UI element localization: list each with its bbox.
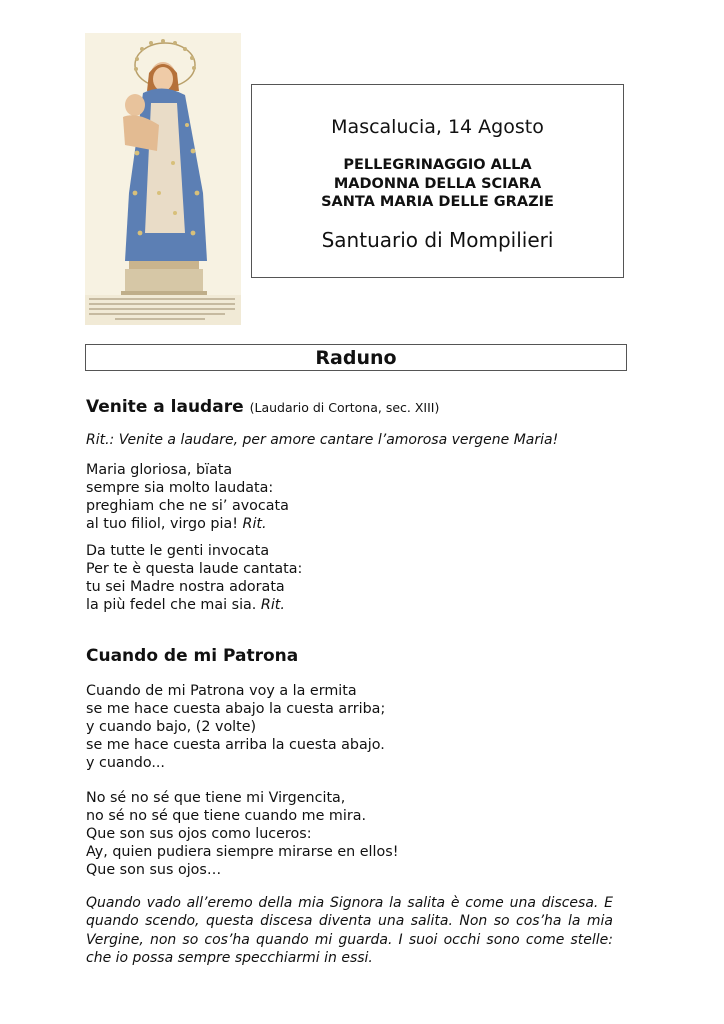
stanza-line: Ay, quien pudiera siempre mirarse en ellos! xyxy=(86,844,399,860)
event-title-line: PELLEGRINAGGIO ALLA xyxy=(343,157,532,173)
stanza-line: Maria gloriosa, bïata xyxy=(86,462,233,478)
stanza xyxy=(86,461,289,533)
stanza-line: Cuando de mi Patrona voy a la ermita xyxy=(86,683,357,699)
event-title xyxy=(252,156,623,212)
header-box xyxy=(251,84,624,278)
stanza-line: al tuo filiol, virgo pia! Rit. xyxy=(86,516,267,532)
stanza xyxy=(86,789,398,879)
song-translation: Quando vado all’eremo della mia Signora la salita è come una discesa. E quando scendo, questa discesa diventa una salita. Non so cos’ha la mia Vergine, non so cos’ha quando mi guarda. I suoi occhi sono come stelle: che io possa sempre specchiarmi in essi. xyxy=(86,895,613,966)
stanza-line: sempre sia molto laudata: xyxy=(86,480,274,496)
song-source: (Laudario di Cortona, sec. XIII) xyxy=(249,400,440,415)
stanza xyxy=(86,682,385,772)
event-title-line: SANTA MARIA DELLE GRAZIE xyxy=(321,194,554,210)
stanza-line: Da tutte le genti invocata xyxy=(86,543,270,559)
event-date: Mascalucia, 14 Agosto xyxy=(331,116,544,138)
song-title-text: Venite a laudare xyxy=(86,397,244,417)
stanza-line: y cuando bajo, (2 volte) xyxy=(86,719,257,735)
stanza-line: se me hace cuesta abajo la cuesta arriba; xyxy=(86,701,386,717)
stanza-line: la più fedel che mai sia. Rit. xyxy=(86,597,285,613)
song-title: Cuando de mi Patrona xyxy=(86,646,299,666)
stanza-line: preghiam che ne si’ avocata xyxy=(86,498,289,514)
event-title-line: MADONNA DELLA SCIARA xyxy=(333,175,542,192)
stanza-line: se me hace cuesta arriba la cuesta abajo. xyxy=(86,737,385,753)
stanza-line: y cuando... xyxy=(86,755,165,771)
song-refrain: Rit.: Venite a laudare, per amore cantare l’amorosa vergene Maria! xyxy=(86,432,559,448)
event-place: Santuario di Mompilieri xyxy=(321,228,554,252)
stanza-line: Que son sus ojos… xyxy=(86,862,222,878)
stanza-line: no sé no sé que tiene cuando me mira. xyxy=(86,808,366,824)
section-heading: Raduno xyxy=(85,344,627,371)
stanza-line: No sé no sé que tiene mi Virgencita, xyxy=(86,790,346,806)
stanza-line: Per te è questa laude cantata: xyxy=(86,561,303,577)
refrain-marker: Rit. xyxy=(242,516,267,532)
refrain-marker: Rit. xyxy=(260,597,285,613)
song-title xyxy=(86,397,439,417)
stanza xyxy=(86,542,302,614)
stanza-line: Que son sus ojos como luceros: xyxy=(86,826,312,842)
madonna-statue-image xyxy=(85,33,241,325)
stanza-line: tu sei Madre nostra adorata xyxy=(86,579,285,595)
